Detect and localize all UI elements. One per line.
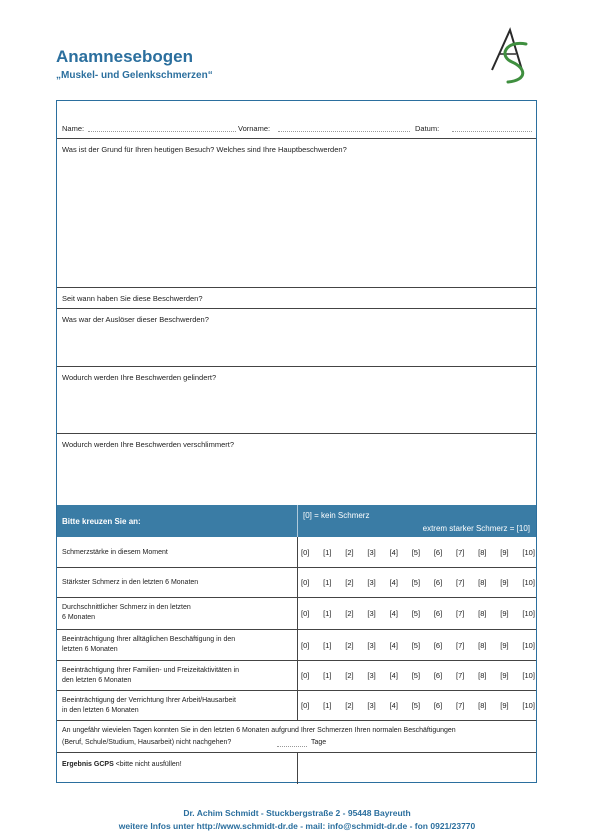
scale-option[interactable]: [3] [367,578,376,587]
question-ausloeser: Was war der Auslöser dieser Beschwerden? [62,315,209,324]
pain-row-label-line1: Schmerzstärke in diesem Moment [62,549,168,556]
scale-option[interactable]: [4] [389,671,398,680]
scale-option[interactable]: [5] [411,641,421,650]
datum-field[interactable] [452,131,532,132]
pain-row-label-line2: in den letzten 6 Monaten [62,707,139,714]
page-subtitle: „Muskel- und Gelenkschmerzen“ [56,70,213,81]
scale-option[interactable]: [3] [367,609,376,618]
row-divider [297,691,298,720]
scale-option[interactable]: [3] [367,701,376,710]
scale-option[interactable]: [7] [455,548,465,557]
days-field[interactable] [277,746,307,747]
scale-option[interactable]: [4] [389,548,398,557]
footer-contact: weitere Infos unter http://www.schmidt-dr.de - mail: info@schmidt-dr.de - fon 0921/23770 [118,821,476,831]
gcps-label [62,761,182,768]
vorname-label: Vorname: [238,124,271,133]
scale-max-label: extrem starker Schmerz = [10] [422,524,530,533]
scale-option[interactable]: [7] [455,609,465,618]
row-divider [297,537,298,567]
scale-option[interactable]: [3] [367,671,376,680]
scale-option[interactable]: [8] [478,641,487,650]
practice-logo [486,26,538,86]
scale-option[interactable]: [3] [367,641,376,650]
scale-option[interactable]: [2] [345,641,354,650]
pain-row-label-line1: Durchschnittlicher Schmerz in den letzten [62,604,191,611]
scale-option[interactable]: [0] [301,701,310,710]
scale-option[interactable]: [6] [433,671,443,680]
scale-option[interactable]: [8] [478,578,487,587]
question-verschlimmert: Wodurch werden Ihre Beschwerden verschlimmert? [62,440,235,449]
days-question-line1: An ungefähr wievielen Tagen konnten Sie in den letzten 6 Monaten aufgrund Ihrer Schmerzen Ihren normalen Beschäftigungen [62,727,456,734]
scale-option[interactable]: [4] [389,578,398,587]
question-grund: Was ist der Grund für Ihren heutigen Besuch? Welches sind Ihre Hauptbeschwerden? [62,145,347,154]
scale-option[interactable]: [6] [433,578,443,587]
scale-option[interactable]: [0] [301,609,310,618]
pain-scale [301,671,535,680]
section-ausloeser[interactable] [57,309,536,367]
anamnesis-form [56,100,537,783]
scale-option[interactable]: [10] [522,609,535,618]
scale-option[interactable]: [4] [389,609,398,618]
pain-row [57,661,536,691]
scale-option[interactable]: [1] [323,641,332,650]
page-title: Anamnesebogen [56,47,193,66]
pain-scale [301,641,535,650]
days-question-line2: (Beruf, Schule/Studium, Hausarbeit) nicht nachgehen? [62,739,232,746]
pain-row-label-line1: Beeinträchtigung Ihrer Familien- und Freizeitaktivitäten in [62,667,240,674]
scale-min-label: [0] = kein Schmerz [303,511,370,520]
scale-option[interactable]: [10] [522,701,535,710]
scale-option[interactable]: [5] [411,701,421,710]
scale-option[interactable]: [9] [500,578,509,587]
vorname-field[interactable] [278,131,410,132]
pain-table-header [57,505,536,537]
footer-address: Dr. Achim Schmidt - Stuckbergstraße 2 - 95448 Bayreuth [183,808,411,818]
scale-option[interactable]: [6] [433,641,443,650]
scale-option[interactable]: [8] [478,609,487,618]
scale-option[interactable]: [0] [301,548,310,557]
pain-row-label [62,635,292,655]
section-seit[interactable] [57,288,536,309]
scale-option[interactable]: [10] [522,641,535,650]
pain-row-label [62,603,292,623]
scale-option[interactable]: [1] [323,671,332,680]
scale-option[interactable]: [7] [455,641,465,650]
section-verschlimmert[interactable] [57,434,536,505]
scale-option[interactable]: [1] [323,548,332,557]
name-field[interactable] [88,131,236,132]
gcps-title: Ergebnis GCPS [62,761,114,768]
scale-option[interactable]: [9] [500,671,509,680]
scale-option[interactable]: [10] [522,548,535,557]
scale-option[interactable]: [9] [500,609,509,618]
scale-option[interactable]: [9] [500,701,509,710]
scale-option[interactable]: [5] [411,609,421,618]
gcps-note: <bitte nicht ausfüllen! [113,761,182,768]
scale-option[interactable]: [2] [345,609,354,618]
pain-row [57,630,536,661]
pain-scale [301,548,535,557]
scale-option[interactable]: [2] [345,548,354,557]
pain-table-instruction: Bitte kreuzen Sie an: [62,517,141,526]
pain-scale [301,578,535,587]
scale-option[interactable]: [1] [323,578,332,587]
pain-row-label [62,548,292,558]
scale-option[interactable]: [2] [345,671,354,680]
scale-option[interactable]: [5] [411,548,421,557]
scale-option[interactable]: [4] [389,701,398,710]
scale-option[interactable]: [0] [301,641,310,650]
scale-option[interactable]: [0] [301,671,310,680]
pain-row [57,568,536,598]
scale-option[interactable]: [8] [478,701,487,710]
datum-label: Datum: [415,124,440,133]
days-row [57,721,536,753]
row-divider [297,630,298,660]
scale-option[interactable]: [6] [433,609,443,618]
pain-row [57,537,536,568]
scale-option[interactable]: [8] [478,671,487,680]
pain-row [57,598,536,630]
pain-row-label [62,578,292,588]
scale-option[interactable]: [4] [389,641,398,650]
pain-row-label [62,696,292,716]
pain-row-label [62,666,292,686]
scale-option[interactable]: [6] [433,701,443,710]
pain-row-label-line1: Beeinträchtigung Ihrer alltäglichen Beschäftigung in den [62,636,236,643]
pain-scale [301,701,535,710]
scale-option[interactable]: [10] [522,671,535,680]
row-divider [297,568,298,597]
header-divider [297,505,298,537]
pain-row-label-line2: 6 Monaten [62,614,96,621]
question-gelindert: Wodurch werden Ihre Beschwerden gelindert? [62,373,217,382]
scale-option[interactable]: [9] [500,641,509,650]
pain-row-label-line2: den letzten 6 Monaten [62,677,132,684]
section-gelindert[interactable] [57,367,536,434]
scale-option[interactable]: [7] [455,578,465,587]
scale-option[interactable]: [5] [411,671,421,680]
question-seit: Seit wann haben Sie diese Beschwerden? [62,294,203,303]
days-unit: Tage [311,739,327,746]
scale-option[interactable]: [1] [323,609,332,618]
scale-option[interactable]: [2] [345,578,354,587]
scale-option[interactable]: [9] [500,548,509,557]
row-divider [297,598,298,629]
scale-option[interactable]: [7] [455,671,465,680]
name-label: Name: [62,124,85,133]
scale-option[interactable]: [2] [345,701,354,710]
section-grund[interactable] [57,139,536,288]
row-divider [297,661,298,690]
scale-option[interactable]: [6] [433,548,443,557]
pain-row-label-line1: Stärkster Schmerz in den letzten 6 Monaten [62,579,199,586]
scale-option[interactable]: [1] [323,701,332,710]
scale-option[interactable]: [10] [522,578,535,587]
pain-scale [301,609,535,618]
gcps-divider [297,753,298,784]
pain-row-label-line2: letzten 6 Monaten [62,646,118,653]
scale-option[interactable]: [3] [367,548,376,557]
scale-option[interactable]: [7] [455,701,465,710]
gcps-row [57,753,536,784]
scale-option[interactable]: [5] [411,578,421,587]
scale-option[interactable]: [0] [301,578,310,587]
pain-row-label-line1: Beeinträchtigung der Verrichtung Ihrer Arbeit/Hausarbeit [62,697,236,704]
scale-option[interactable]: [8] [478,548,487,557]
pain-row [57,691,536,721]
